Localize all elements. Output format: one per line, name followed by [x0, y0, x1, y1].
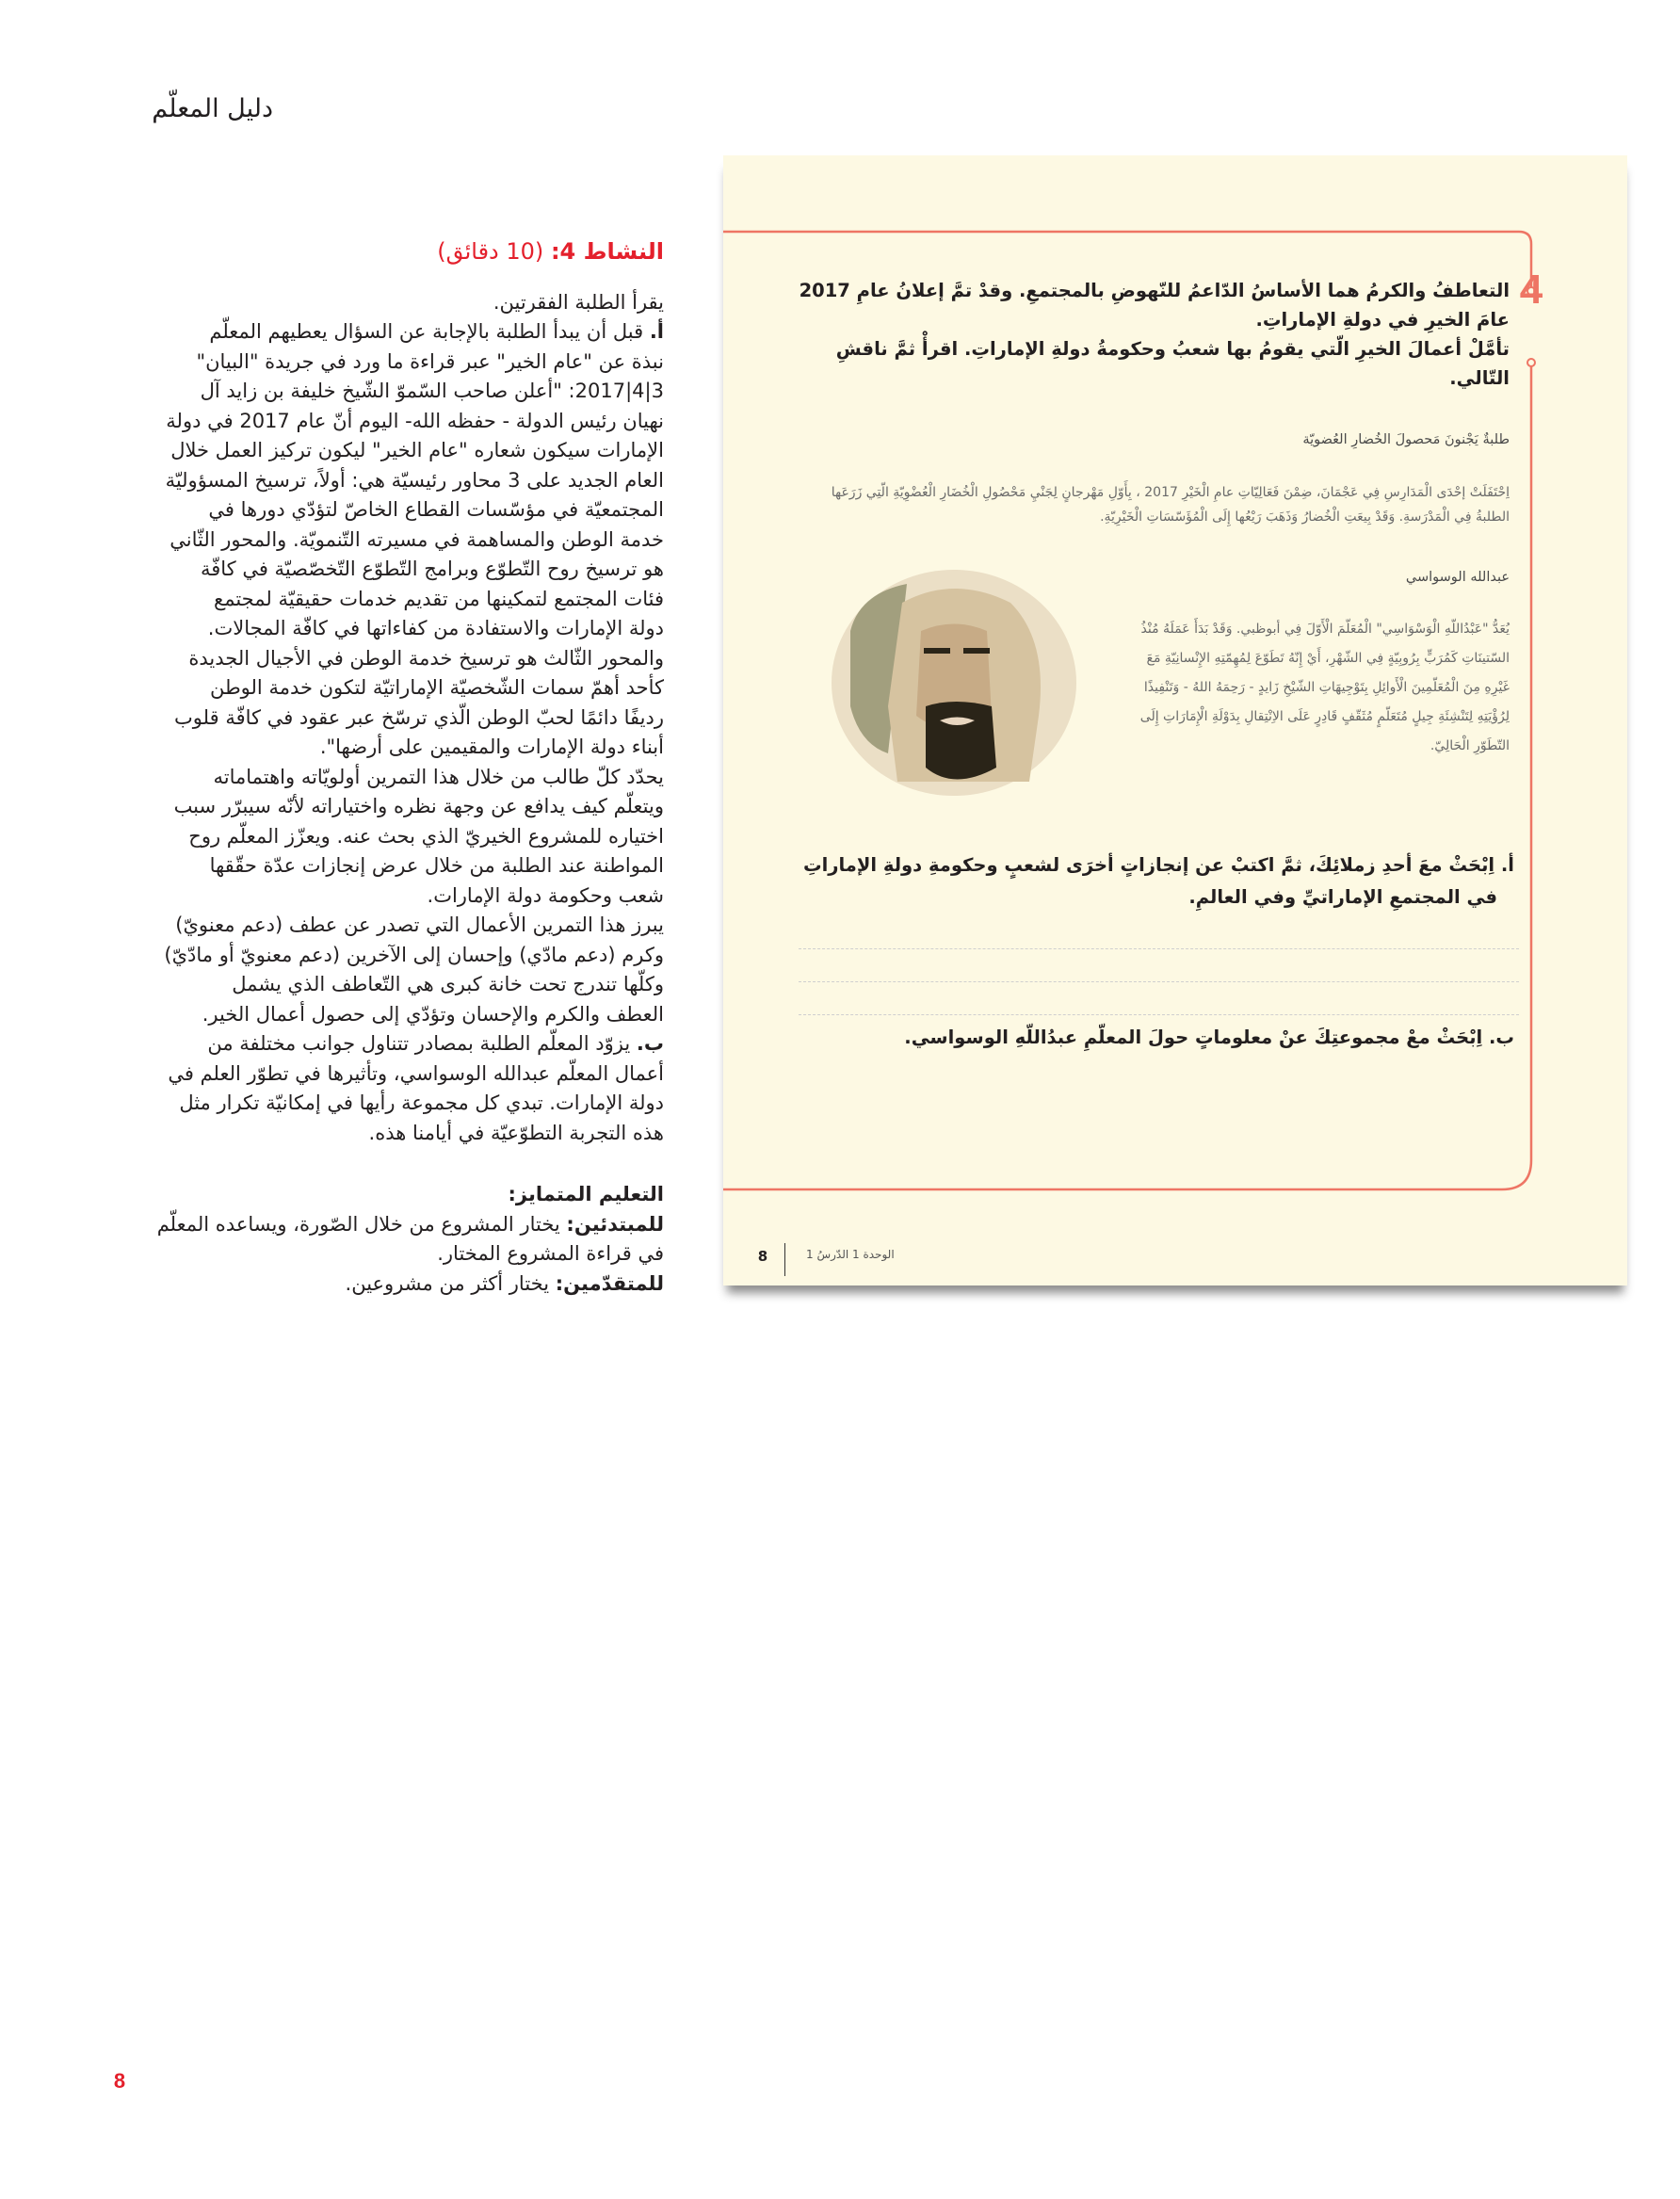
part-b-label: ب. [636, 1032, 664, 1055]
part-a-line: 3|4|2017: "أعلن صاحب السّموّ الشّيخ خليفة بن زايد آل [200, 380, 664, 402]
textbook-page-inset [723, 155, 1627, 1285]
part-a-line: أ. قبل أن يبدأ الطلبة بالإجابة عن السؤال يعطيهم المعلّم [209, 320, 664, 343]
part-a-line: يحدّد كلّ طالب من خلال هذا التمرين أولويّاته واهتماماته [213, 765, 664, 788]
part-a-line: اختياره للمشروع الخيريّ الذي بحث عنه. ويعزّز المعلّم روح [188, 824, 664, 848]
part-a-line: العطف والكرم والإحسان وتؤدّي إلى حصول أعمال الخير. [202, 1002, 664, 1026]
part-a-line: المواطنة عند الطلبة من خلال عرض إنجازات عدّة حقّقها [209, 854, 664, 877]
unit-lesson-label: الوحدة 1 الدّرسُ 1 [806, 1248, 895, 1261]
part-b-line: ب. يزوّد المعلّم الطلبة بمصادر تتناول جوانب مختلفة من [207, 1032, 664, 1055]
footer-divider [784, 1243, 785, 1276]
part-a-line: والمحور الثّالث هو ترسيخ خدمة الوطن في الأجيال الجديدة [188, 646, 664, 670]
part-a-line: ويتعلّم كيف يدافع عن وجهة نظره واختياراته لأنّه سيبرّر سبب [173, 795, 664, 817]
part-a-line: فئات المجتمع لتمكينها من تقديم خدمات حقيقيّة لمجتمع [214, 587, 664, 610]
excerpt-body: اِحْتَفَلَتْ إحْدَى الْمَدَارِسِ فِي عَجْمَانَ، ضِمْنَ فَعَالِيّاتِ عامِ الْخَيْرِ 2017 ، بِأَوّلِ مَهْرجانٍ لِجَنْيِ مَحْصُولِ الْخُضَارِ الْعُضْوِيّةِ الّتِي زَرَعَها الطلبةُ فِي الْمَدْرَسةِ. وَقَدْ بِيعَتِ الْخُضارُ وَذَهَبَ رَيْعُها إِلَى الْمُؤَسّسَاتِ الْخَيْرِيّةِ. [831, 485, 1510, 525]
beginners-label: للمبتدئين: [566, 1212, 664, 1236]
part-a-line: المجتمعيّة في مؤسّسات القطاع الخاصّ لتؤدّي دورها في [208, 498, 664, 521]
page-number: 8 [113, 2069, 126, 2093]
part-a-line: هو ترسيخ روح التّطوّع وبرامج التّطوّع التّخصّصيّة في كافّة [200, 558, 664, 580]
bio-title: عبدالله الوسواسي [1405, 570, 1510, 585]
part-a-line: وكرم (دعم مادّي) وإحسان إلى الآخرين (دعم معنويّ أو مادّيّ) [164, 943, 664, 966]
part-b-line: هذه التجربة التطوّعيّة في أيامنا هذه. [368, 1121, 664, 1144]
part-b-line: دولة الإمارات. تبدي كل مجموعة رأيها في إمكانيّة تكرار مثل [179, 1091, 664, 1114]
part-b-line: أعمال المعلّم عبدالله الوسواسي، وتأثيرها في تطوّر العلم في [168, 1061, 664, 1085]
teacher-notes [151, 237, 664, 1299]
answer-line[interactable] [799, 948, 1519, 949]
part-a-line: خدمة الوطن والمساهمة في مسيرته التّنمويّة. والمحور الثّاني [170, 527, 664, 551]
task-b: ب. اِبْحَثْ معْ مجموعتِكَ عنْ معلوماتٍ حولَ المعلّمِ عبدُاللّهِ الوسواسي. [904, 1027, 1514, 1048]
part-a-label: أ. [649, 320, 664, 343]
spacer [151, 1148, 664, 1180]
answer-line[interactable] [799, 981, 1519, 982]
part-a-line: يبرز هذا التمرين الأعمال التي تصدر عن عطف (دعم معنويّ) [175, 914, 664, 936]
part-a-line: دولة الإمارات والاستفادة من كفاءاتها في كافّة المجالات. [207, 617, 664, 639]
bio-body: يُعَدُّ "عَبْدُاللّهِ الْوَسْوَاسِي" الْمُعَلّمَ الْأَوّلَ فِي أبوظبي. وَقَدْ بَدَأَ عَمَلَهُ مُنْذُ السّتينَاتِ كَمُرَبٍّ بِرُوبِيّةٍ فِي الشّهْرِ، أَيْ إِنّهُ تَطَوّعَ لِمُهِمّتِهِ الإِنْسانِيّةِ مَعَ غَيْرِهِ مِنَ الْمُعَلّمِينَ الْأَوائِلِ بِتَوْجِيهَاتِ الشّيْخِ زَايدٍ - رَحِمَهُ اللهُ - وَتَنْفِيذًا لِرُؤْيَتِهِ لِتَنْشِئَةِ جِيلٍ مُتَعَلّمٍ مُثَقّفٍ قَادِرٍ عَلَى الاِنْتِقالِ بِدَوْلَةِ الْإِمَارَاتِ إِلَى التّطَوّرِ الْحَالِيّ. [1139, 622, 1510, 753]
activity-heading [151, 237, 664, 267]
portrait-image [822, 565, 1086, 800]
guide-title: دليل المعلّم [152, 94, 273, 123]
activity-duration: (10 دقائق) [437, 238, 544, 265]
part-a-line: نهيان رئيس الدولة - حفظه الله- اليوم أنّ عام 2017 في دولة [166, 409, 664, 432]
activity-heading-label: النشاط 4: [550, 238, 664, 265]
advanced-line: للمتقدّمين: يختار أكثر من مشروعين. [345, 1271, 664, 1295]
inset-page-number: 8 [757, 1248, 768, 1265]
notes-intro: يقرأ الطلبة الفقرتين. [493, 290, 664, 314]
part-a-line: رديفًا دائمًا لحبّ الوطن الّذي ترسّخ عبر عقود في كافّة قلوب [174, 705, 664, 729]
question-intro: التعاطفُ والكرمُ هما الأساسُ الدّاعمُ للنّهوضِ بالمجتمعِ. وقدْ تمَّ إعلانُ عامِ 2017 عامَ الخيرِ في دولةِ الإماراتِ. تأمَّلْ أعمالَ الخيرِ الّتي يقومُ بها شعبُ وحكومةُ دولةِ الإماراتِ. اقرأْ ثمَّ ناقشِ التّالي. [799, 280, 1510, 389]
advanced-label: للمتقدّمين: [555, 1271, 664, 1295]
part-a-line: كأحد أهمّ سمات الشّخصيّة الإماراتيّة لتكون خدمة الوطن [209, 676, 664, 699]
question-number: 4 [1519, 267, 1543, 313]
part-a-line: أبناء دولة الإمارات والمقيمين على أرضها". [319, 736, 664, 758]
beginners-line-2: في قراءة المشروع المختار. [437, 1242, 664, 1265]
differentiation-title: التعليم المتمايز: [508, 1183, 664, 1205]
part-a-line: نبذة عن "عام الخير" عبر قراءة ما ورد في جريدة "البيان" [196, 349, 664, 373]
part-a-line: الإمارات سيكون شعاره "عام الخير" ليكون تركيز العمل خلال [170, 439, 664, 461]
answer-line[interactable] [799, 1014, 1519, 1015]
part-a-line: العام الجديد على 3 محاور رئيسيّة هي: أولاً، ترسيخ المسؤوليّة [165, 468, 664, 492]
part-a-line: شعب وحكومة دولة الإمارات. [427, 883, 664, 907]
task-a: أ. اِبْحَثْ معَ أحدِ زملائِكَ، ثمَّ اكتبْ عن إنجازاتٍ أخرَى لشعبٍ وحكومةِ دولةِ الإماراتِ في المجتمعِ الإماراتيِّ وفي العالمِ. [802, 854, 1514, 908]
excerpt-title: طلبةٌ يَجْنونَ مَحصولَ الخُضارِ العُضويّة [1302, 432, 1510, 447]
part-a-line: وكلّها تندرج تحت خانة كبرى هي التّعاطف الذي يشمل [232, 973, 664, 995]
beginners-line: للمبتدئين: يختار المشروع من خلال الصّورة، ويساعده المعلّم [156, 1212, 664, 1236]
